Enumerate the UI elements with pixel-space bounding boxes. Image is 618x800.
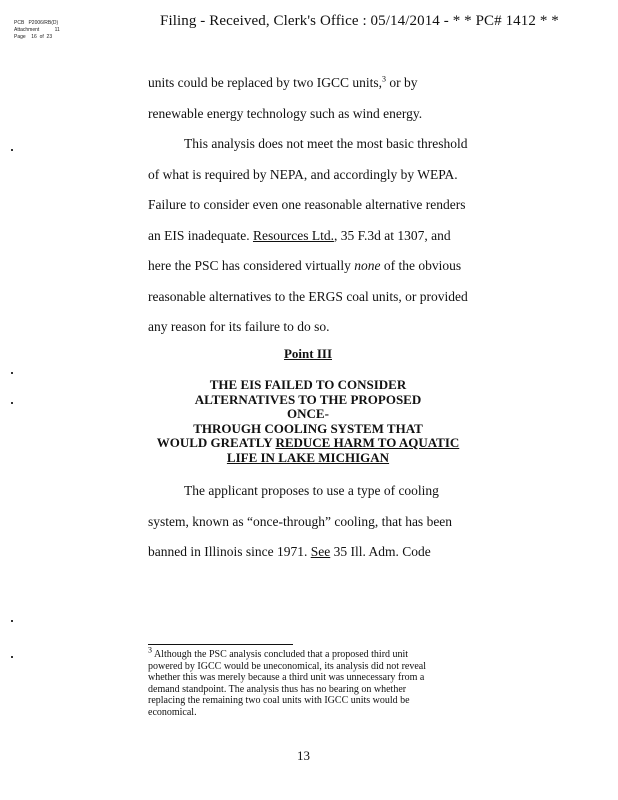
- body-line: renewable energy technology such as wind energy.: [148, 105, 423, 121]
- body-line: of what is required by NEPA, and accordingly by WEPA.: [148, 166, 458, 182]
- footnote-line: [148, 645, 460, 661]
- body-line: [148, 68, 468, 99]
- body-line: [148, 537, 468, 568]
- emphasis-none: none: [354, 258, 381, 273]
- case-citation: Resources Ltd.: [252, 227, 334, 243]
- scan-speck: [11, 372, 13, 374]
- body-line: system, known as “once-through” cooling, that has been: [148, 513, 453, 529]
- body-text-span: or by: [385, 75, 418, 90]
- pcb-value: P2006/RB(D): [28, 20, 59, 26]
- heading-line: LIFE IN LAKE MICHIGAN: [226, 449, 390, 465]
- heading-line: ALTERNATIVES TO THE PROPOSED: [194, 391, 422, 407]
- footnote-line: whether this was merely because a third unit was unnecessary from a: [148, 672, 425, 683]
- section-heading: [140, 378, 476, 465]
- heading-line: ONCE-: [287, 406, 329, 421]
- body-text-span: here the PSC has considered virtually: [148, 258, 355, 273]
- footnote-reference: 3: [381, 74, 386, 84]
- page-number: 13: [297, 748, 310, 763]
- footnote-separator: [148, 644, 293, 645]
- footnote: [148, 645, 460, 718]
- body-text-span: , 35 F.3d at 1307, and: [333, 227, 451, 243]
- attachment-value: 11: [54, 27, 60, 33]
- metadata-attachment-row: [14, 27, 60, 34]
- body-line: any reason for its failure to do so.: [148, 319, 330, 334]
- heading-line: [140, 436, 476, 451]
- footnote-line: demand standpoint. The analysis thus has no bearing on whether: [148, 683, 407, 695]
- metadata-page-row: [14, 34, 60, 41]
- point-heading: Point III: [283, 346, 333, 361]
- pcb-label: PCB: [14, 20, 25, 26]
- heading-line: THE EIS FAILED TO CONSIDER: [209, 377, 407, 392]
- body-paragraphs: [148, 68, 468, 343]
- body-text-span: banned in Illinois since 1971.: [148, 544, 311, 559]
- attachment-label: Attachment: [14, 27, 40, 33]
- scan-speck: [11, 656, 13, 658]
- scan-speck: [11, 402, 13, 404]
- of-label: of: [39, 34, 44, 40]
- page-value: 16: [31, 34, 37, 40]
- heading-underlined-text: REDUCE HARM TO AQUATIC: [275, 435, 460, 450]
- body-text-span: of the obvious: [380, 258, 462, 273]
- filing-metadata: [14, 20, 60, 41]
- heading-line: THROUGH COOLING SYSTEM THAT: [193, 420, 423, 436]
- body-line: This analysis does not meet the most basic threshold: [184, 136, 468, 151]
- filing-header-stamp: Filing - Received, Clerk's Office : 05/14/2014 - * * PC# 1412 * *: [160, 13, 559, 29]
- body-line: Failure to consider even one reasonable alternative renders: [148, 197, 466, 212]
- metadata-pcb-row: [14, 20, 60, 27]
- footnote-text: Although the PSC analysis concluded that a proposed third unit: [152, 649, 409, 660]
- body-text-span: 35 Ill. Adm. Code: [330, 544, 431, 559]
- body-text-span: units could be replaced by two IGCC units,: [148, 75, 382, 90]
- page-label: Page: [14, 34, 26, 40]
- body-text-span: an EIS inadequate.: [148, 227, 253, 243]
- body-line: [148, 221, 468, 252]
- body-line: reasonable alternatives to the ERGS coal units, or provided: [148, 288, 468, 304]
- footnote-line: replacing the remaining two coal units with IGCC units would be: [148, 695, 410, 706]
- of-value: 23: [46, 34, 53, 40]
- footnote-marker: 3: [148, 645, 152, 655]
- heading-text-span: WOULD GREATLY: [156, 435, 276, 450]
- body-line: The applicant proposes to use a type of cooling: [184, 483, 439, 498]
- footnote-line: economical.: [148, 706, 197, 718]
- scan-speck: [11, 149, 13, 151]
- body-line: [148, 251, 468, 282]
- scan-speck: [11, 620, 13, 622]
- cooling-paragraph: [148, 476, 468, 568]
- see-signal: See: [310, 544, 331, 559]
- footnote-line: powered by IGCC would be uneconomical, its analysis did not reveal: [148, 660, 426, 672]
